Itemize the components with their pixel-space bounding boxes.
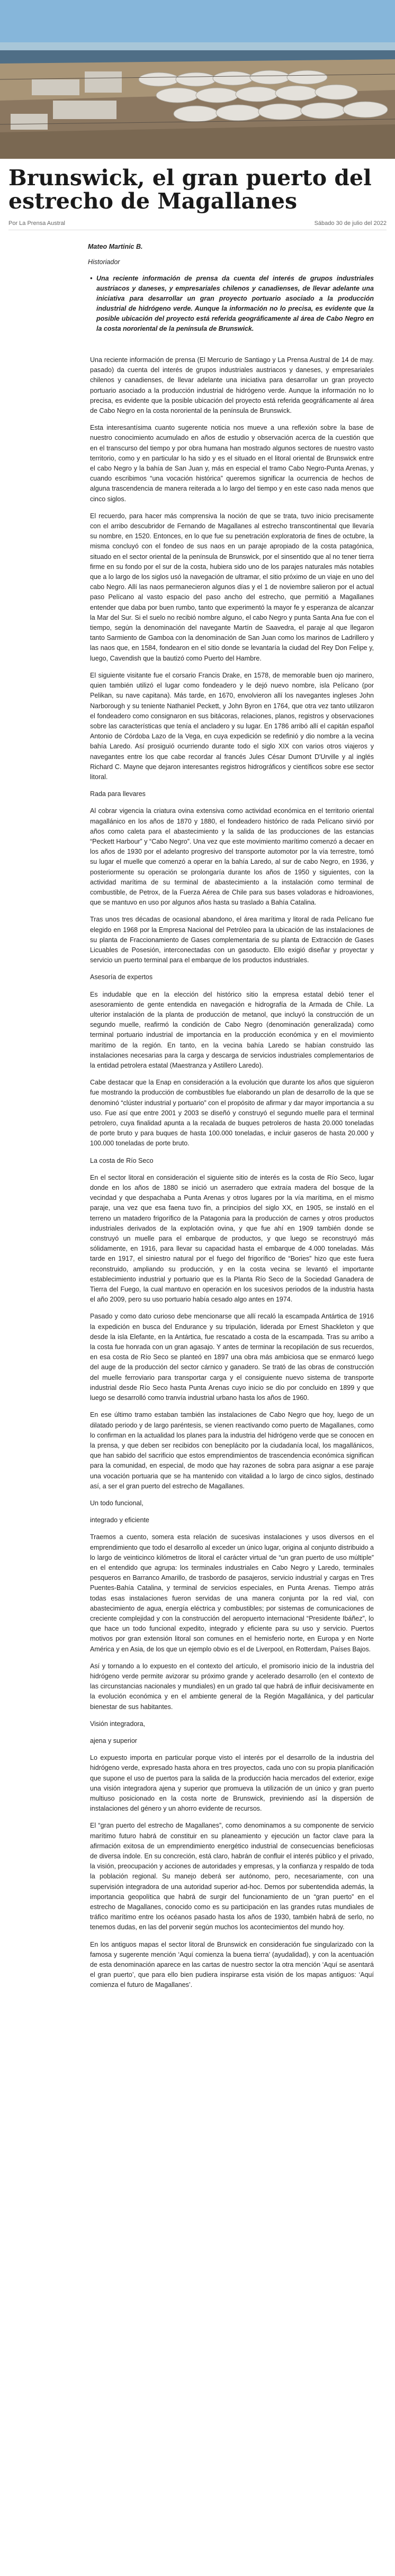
paragraph: El recuerdo, para hacer más comprensiva la noción de que se trata, tuvo inicio precisamente con el arribo descubridor de Fernando de Magallanes al estrecho transcontinental que llevaría su nombre, en 1520. Entonces, en lo que fue su penetración exploratoria de fines de octubre, la misma concluyó con el fondeo de sus naos en un paraje apropiado de la costa patagónica, situado en el sector oriental de la península de Brunswick, por el sinsentido que al no tener tierra firme en su fondo por el sur de la costa, hubiera sido uno de los parajes naturales más notables que a lo largo de los siglos usó la navegación de ultramar, el sitio próximo de un viaje en uno del cabo Negro. Allí las naos permanecieron algunos días y el 1 de noviembre salieron por el actual paso Pelícano al vasto espacio del paso ancho del estrecho, que permitió a Magallanes entender que daba por buen rumbo, tanto que experimentó la mayor fe y esperanza de alcanzar la Mar del Sur. Si el suelo no recibió nombre alguno, el cabo Negro y punta Santa Ana fue con el tiempo, según la denominación del navegante Martín de Saavedra, el paraje al que llegaron tanto Sarmiento de Gamboa con la denominación de San Juan como los marinos de Ladrillero y las naos que, en 1584, fondearon en el sitio donde se levantaría la ciudad del Rey Don Felipe y, luego, Cavendish que la bautizó como Puerto del Hambre. [90, 512, 374, 662]
article-abstract [88, 274, 374, 334]
author-box [88, 242, 374, 334]
subheading: Visión integradora, [90, 1720, 146, 1728]
paragraph: El siguiente visitante fue el corsario Francis Drake, en 1578, de memorable buen ojo marinero, quien también utilizó el lugar como fondeadero y le dejó nuevo nombre, isla Pelícano (por Pelikan, su nave capitana). Más tarde, en 1670, envolvieron allí los navegantes ingleses John Narborough y su teniente Nathaniel Peckett, y John Byron en 1764, que otra vez tanto utilizaron el fondeadero como consignaron en sus bitácoras, relaciones, planos, registros y observaciones sobre las características que tenía el ancladero y su lugar. En 1786 arribó allí el capitán español Antonio de Córdoba Lazo de la Vega, en cuya expedición se redefinió y dio nombre a la vecina bahía Laredo. Así prosiguió ocurriendo durante todo el siglo XIX con varios otros viajeros y navegantes entre los que cabe recordar al francés Jules César Dumont D'Urville y al inglés Richard C. Mayne que dejaron interesantes registros hidrográficos y científicos sobre ese sector litoral. [90, 671, 374, 781]
article-title: Brunswick, el gran puerto del estrecho de Magallanes [8, 165, 372, 214]
abstract-text: • Una reciente información de prensa da cuenta del interés de grupos industriales austriacos y daneses, y empresariales chilenos y canadienses, de llevar adelante una iniciativa para desarrollar un gran proyecto portuario asociado a la producción industrial de hidrógeno verde. Aunque la información no lo precisa, es evidente que la posible ubicación del proyecto está referida geográficamente al área de Cabo Negro en la costa nororiental de la península de Brunswick. [96, 274, 374, 334]
paragraph: Traemos a cuento, somera esta relación de sucesivas instalaciones y usos diversos en el emprendimiento que todo el desarrollo al exceder un único lugar, origina al conjunto distribuido a lo largo de veinticinco kilómetros de litoral el carácter virtual de “un gran puerto de uso múltiple” en el entendido que agrupa: los terminales industriales en Cabo Negro y Laredo, terminales pesqueros en Barranco Amarillo, de trasbordo de pasajeros, servicio industrial y cargas en Tres Puentes-Bahía Catalina, y terminal de servicios especiales, en Punta Arenas. Tiempo atrás todas esas instalaciones fueron servidas de una manera conjunta por la red vial, con abastecimiento de agua, energía eléctrica y combustibles; por sistemas de comunicaciones de creciente complejidad y con la construcción del aeropuerto internacional “Presidente Ibáñez”, lo que hace un todo funcional expedito, integrado y eficiente para su uso y servicio. Puertos motivos por gran extensión litoral son comunes en el hemisferio norte, en Europa y en Norte América y en Asia, de los que un ejemplo obvio es el de Liverpool, en Rotterdam, Países Bajos. [90, 1533, 374, 1653]
subheading: Rada para llevares [90, 790, 146, 798]
author-name: Mateo Martinic B. [88, 243, 143, 250]
article-meta [8, 220, 387, 230]
paragraph: En ese último tramo estaban también las instalaciones de Cabo Negro que hoy, luego de un dilatado periodo y de largo paréntesis, se vienen reactivando como puerto de Magallanes, como lo confirman en la actualidad los planes para la industria del hidrógeno verde que se conocen en la prensa, y que deben ser recibidos con beneplácito por la ciudadanía local, los magallánicos, que han sabido del sacrificio que estos emprendimientos de trascendencia económica significan para la comunidad, en especial, de modo que hay razones de sobra para asignar a ese paraje una vocación portuaria que se ha mantenido con vitalidad a lo largo de cinco siglos, destinado así, a ser el gran puerto del estrecho de Magallanes. [90, 1411, 374, 1490]
paragraph: Pasado y como dato curioso debe mencionarse que allí recaló la escampada Antártica de 1916 la expedición en busca del Endurance y su tripulación, liderada por Ernest Shackleton y que desde la isla Elefante, en la Antártica, fue rescatado a costa de la escampada. Tras su arribo a la costa fue honrada con un gran agasajo. Y antes de terminar la recopilación de sus recuerdos, en esa costa de Río Seco se planteó en 1897 una obra más ambiciosa que se enmarcó luego del auge de la producción del sector cárnico y ganadero. Se trató de las obras de construcción del muelle ferroviario para transportar carga y el consiguiente nuevo sistema de transporte industrial desde Río Seco hasta Punta Arenas cuyo inicio se dio por concluido en 1899 y que luego se desarrolló como tranvía industrial urbano hasta los años de 1960. [90, 1313, 374, 1402]
paragraph: Esta interesantísima cuanto sugerente noticia nos mueve a una reflexión sobre la base de nuestro conocimiento acumulado en años de estudio y observación acerca de la cuestión que en el transcurso del tiempo y por obra humana han mostrado algunos sectores de nuestro vasto territorio, como y en particular lo ha sido y es el situado en el litoral oriental de Brunswick entre el cabo Negro y la bahía de San Juan y, más en especial el tramo Cabo Negro-Punta Arenas, y cuando escribimos “una vocación histórica” queremos significar la ocurrencia de hechos de alguna trascendencia de manera reiterada a lo largo del tiempo y en este caso nada menos que cinco siglos. [90, 424, 374, 503]
subheading: La costa de Río Seco [90, 1156, 154, 1164]
subheading: Un todo funcional, [90, 1499, 143, 1507]
subheading: Asesoría de expertos [90, 973, 153, 981]
subheading: integrado y eficiente [90, 1516, 149, 1524]
paragraph: Es indudable que en la elección del histórico sitio la empresa estatal debió tener el asesoramiento de gente entendida en navegación e hidrografía de la Armada de Chile. La ulterior instalación de la planta de producción de metanol, que incluyó la construcción de un segundo muelle, reafirmó la condición de Cabo Negro (denominación generalizada) como terminal portuario industrial de importancia en la producción económica y en el movimiento marítimo de la región. En tanto, en la vecina bahía Laredo se habían construido las instalaciones necesarias para la carga y descarga de servicios industriales complementarios de la entidad petrolera estatal (Maestranza y Astillero Laredo). [90, 990, 374, 1069]
hero-photo [0, 0, 395, 159]
paragraph: Al cobrar vigencia la criatura ovina extensiva como actividad económica en el territorio oriental magallánico en los años de 1870 y 1880, el fondeadero histórico de rada Pelícano sirvió por años como caleta para el abastecimiento y la salida de las producciones de las estancias “Peckett Harbour” y “Cabo Negro”. Una vez que este movimiento marítimo comenzó a decaer en los años de 1930 por el adelanto progresivo del transporte automotor por la vía terrestre, tomó su lugar el muelle que comenzó a operar en la bahía Laredo, al sur de cabo Negro, en 1936, y posteriormente su operación se prolongaría durante los años de 1950 y siguientes, con la actividad marítima de su terminal de abastecimiento a la instalación como terminal de combustible, de Petrox, de la Fuerza Aérea de Chile para sus bases voladoras e hidroaviones, que se mantuvo en uso por algunos años hasta su traslado a Bahía Catalina. [90, 807, 374, 907]
paragraph: En los antiguos mapas el sector litoral de Brunswick en consideración fue singularizado con la famosa y sugerente mención ‘Aquí comienza la buena tierra’ (ayudalidad), y con la acentuación de esta denominación aparece en las cartas de nuestro sector la otra mención ‘Aquí se asentará el gran puerto’, que para ello bien pudiera inspirarse esta visión de los mapas antiguos: ‘Aquí comienza el futuro de Magallanes’. [90, 1940, 374, 1989]
paragraph: Cabe destacar que la Enap en consideración a la evolución que durante los años que siguieron fue mostrando la producción de combustibles fue elaborando un plan de desarrollo de la que se denominó “clúster industrial y portuario” con el propósito de afirmar y dar mayor importancia a su uso. Fue así que entre 2001 y 2003 se diseñó y construyó el segundo muelle para el terminal petrolero, cuya finalidad apunta a la recalada de buques petroleros de hasta 20.000 toneladas de porte bruto y para buques de hasta 100.000 toneladas, e incluir gaseros de hasta 20.000 y 100.000 toneladas de porte bruto. [90, 1079, 374, 1147]
subheading: ajena y superior [90, 1737, 137, 1745]
paragraph: En el sector litoral en consideración el siguiente sitio de interés es la costa de Río Seco, lugar donde en los años de 1880 se inició un aserradero que extraía madera del bosque de la vecindad y que despachaba a Punta Arenas y otros lugares por la vía marítima, en el mismo paraje, una vez que esa faena tuvo fin, a principios del siglo XX, en 1905, se instaló en el terreno un matadero frigorífico de la Patagonia para la producción de carnes y otros productos industriales derivados de la explotación ovina, y que fue ahí en 1909 también donde se construyó un muelle para el embarque de productos, y que luego se reconstruyó más sólidamente, en 1916, para llevar su capacidad hasta el embarque de 4.000 toneladas. Más tarde en 1917, el siniestro natural por el fuego del frigorífico de “Bories” hizo que este fuera reconstruido, ampliando su producción, y en la costa vecina se levantó el importante establecimiento industrial y portuario que es la Planta Río Seco de la Sociedad Ganadera de Tierra del Fuego, la cual mantuvo en operación en los sucesivos periodos de la industria hasta el año 2009, pero su uso portuario había cesado algo antes en 1974. [90, 1173, 374, 1304]
paragraph: Tras unos tres décadas de ocasional abandono, el área marítima y litoral de rada Pelícano fue elegido en 1968 por la Empresa Nacional del Petróleo para la ubicación de las instalaciones de su planta de Fraccionamiento de Gases complementaria de su planta de Extracción de Gases Licuables de Posesión, interconectadas con un gasoducto. Ello exigió diseñar y proyectar y servicio un puerto terminal para el embarque de los productos industriales. [90, 916, 374, 964]
paragraph: El “gran puerto del estrecho de Magallanes”, como denominamos a su componente de servicio marítimo futuro habrá de constituir en su planeamiento y ejecución un factor clave para la afirmación exitosa de un emprendimiento energético industrial de consecuencias beneficiosas de diversa índole. En su concreción, está claro, habrán de confluir el interés público y el privado, la visión, preocupación y acciones de autoridades y empresas, y la confianza y respaldo de toda la población regional. Su manejo deberá ser autónomo, pero, necesariamente, con una supervisión integradora de una autoridad superior ad-hoc. Demos por subentendida además, la importancia geopolítica que habrá de surgir del funcionamiento de un “gran puerto” en el estrecho de Magallanes, conocido como es su participación en las grandes rutas mundiales de tráfico marítimo entre los océanos pasado hasta los años de 1930, también habrá de serlo, no tenemos dudas, en las del porvenir según muchos los acontecimientos del mundo hoy. [90, 1822, 374, 1931]
article-date: Sábado 30 de julio del 2022 [314, 220, 387, 227]
author-role: Historiador [88, 258, 120, 266]
article-source[interactable]: Por La Prensa Austral [8, 220, 66, 227]
paragraph: Una reciente información de prensa (El Mercurio de Santiago y La Prensa Austral de 14 de may. pasado) da cuenta del interés de grupos industriales austriacos y daneses, y empresariales chilenos y canadienses, de llevar adelante una iniciativa para desarrollar un gran proyecto portuario asociado a la producción industrial de hidrógeno verde. Aunque la información no lo precisa, es evidente que la posible ubicación del proyecto está referida geográficamente al área de Cabo Negro en la costa nororiental de la península de Brunswick. [90, 356, 374, 415]
paragraph: Así y tornando a lo expuesto en el contexto del artículo, el promisorio inicio de la industria del hidrógeno verde permite avizorar su próximo grande y acelerado desarrollo (en el contexto de las circunstancias nacionales y mundiales) en un grado tal que habrá de influir decisivamente en la evolución económica y en el ambiente general de la Región Magallánica, y del particular bienestar de sus habitantes. [90, 1662, 374, 1711]
article-body [90, 355, 374, 1991]
paragraph: Lo expuesto importa en particular porque visto el interés por el desarrollo de la industria del hidrógeno verde, expresado hasta ahora en tres proyectos, cada uno con su propia planificación que supone el uso de puertos para la salida de la producción hacia mercados del exterior, exige una visión integradora ajena y superior que promueva la utilización de un único y gran puerto multiuso posicionado en la costa norte de Brunswick, previniendo así la dispersión de instalaciones del género y un ahorro evidente de recursos. [90, 1754, 374, 1813]
industrial-port-illustration [0, 0, 395, 159]
